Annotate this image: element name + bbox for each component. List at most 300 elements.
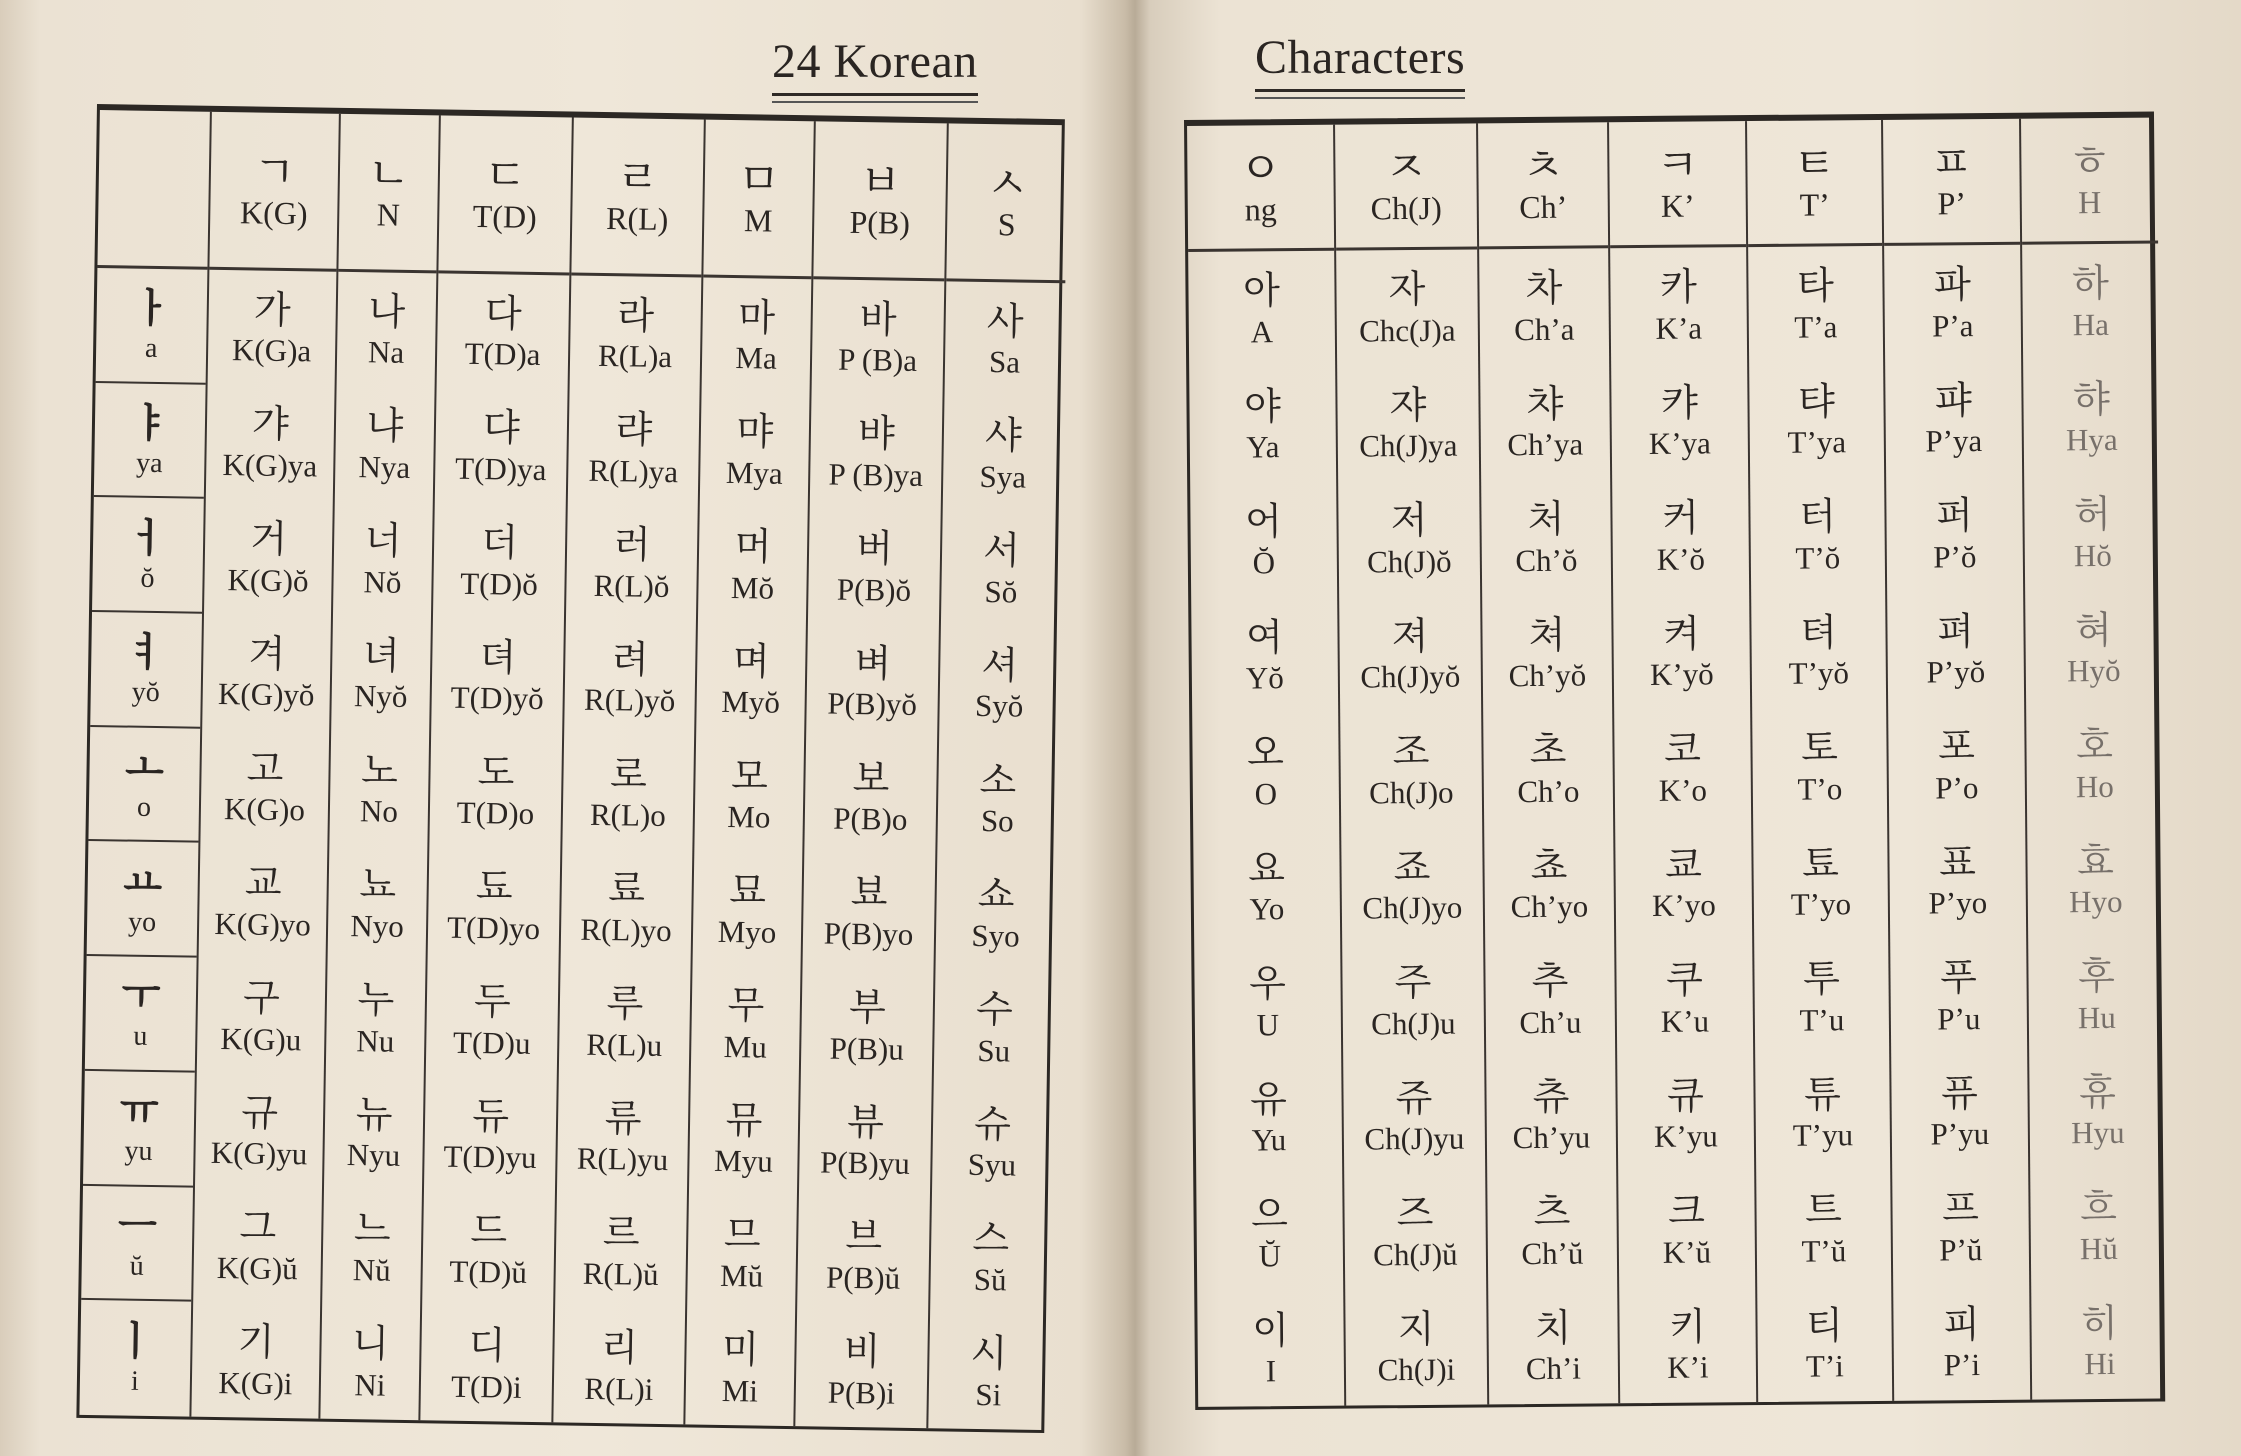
syllable: 사 xyxy=(986,298,1024,344)
syllable: 누 xyxy=(357,977,395,1022)
syllable: 며 xyxy=(732,638,771,684)
syllable: 피 xyxy=(1942,1301,1981,1347)
syllable-cell xyxy=(1195,1059,1342,1176)
consonant-jamo: ㅇ xyxy=(1238,142,1282,195)
romanization: R(L)ya xyxy=(588,452,679,490)
syllable: 툐 xyxy=(1801,840,1840,886)
syllable: 텨 xyxy=(1799,609,1838,655)
syllable-cell xyxy=(566,505,698,622)
syllable: 묘 xyxy=(729,868,767,913)
syllable-cell xyxy=(941,511,1062,628)
syllable-cell xyxy=(193,1187,322,1304)
vowel-roman: ŭ xyxy=(129,1250,144,1282)
romanization: T(D)i xyxy=(450,1368,522,1405)
syllable: 류 xyxy=(604,1095,642,1141)
syllable-cell xyxy=(1344,1173,1486,1290)
syllable-cell xyxy=(1197,1290,1344,1407)
consonant-column xyxy=(1881,119,2030,1401)
consonant-column xyxy=(1607,121,1756,1403)
vowel-jamo: ㅛ xyxy=(123,859,163,906)
romanization: Ch’a xyxy=(1514,311,1575,347)
consonant-jamo: ㅅ xyxy=(985,157,1030,210)
syllable: 초 xyxy=(1529,727,1567,773)
syllable: 펴 xyxy=(1936,608,1975,654)
vowel-jamo: ㅕ xyxy=(126,629,167,677)
syllable-cell xyxy=(1485,941,1615,1058)
romanization: Sa xyxy=(988,344,1021,380)
syllable: 챠 xyxy=(1526,381,1564,426)
romanization: K’yo xyxy=(1651,887,1716,924)
romanization: P’ya xyxy=(1925,423,1983,459)
vowel-label xyxy=(88,727,200,843)
romanization: K’u xyxy=(1660,1003,1710,1039)
syllable-cell xyxy=(1612,478,1749,595)
syllable-cell xyxy=(1892,1169,2029,1286)
romanization: K(G)o xyxy=(223,791,306,828)
header-empty-cell xyxy=(97,110,209,270)
syllable-cell xyxy=(1618,1171,1755,1288)
consonant-roman: K(G) xyxy=(239,194,308,232)
romanization: T’u xyxy=(1799,1001,1845,1038)
romanization: K’ŏ xyxy=(1656,541,1706,577)
syllable-cell xyxy=(553,1308,685,1425)
syllable-cell xyxy=(691,966,801,1082)
column-header xyxy=(1478,122,1608,249)
consonant-roman: P(B) xyxy=(849,203,911,241)
vowel-label xyxy=(90,612,202,728)
consonant-column xyxy=(1745,120,1892,1402)
syllable: 토 xyxy=(1800,725,1839,770)
syllable-cell xyxy=(559,964,691,1081)
romanization: T(D)yu xyxy=(443,1138,537,1176)
syllable-cell xyxy=(564,620,696,737)
syllable: 너 xyxy=(364,518,402,563)
column-header xyxy=(1747,120,1882,247)
syllable: 뉴 xyxy=(355,1091,393,1137)
syllable-cell xyxy=(702,278,812,394)
syllable-cell xyxy=(424,1076,557,1193)
romanization: K(G)u xyxy=(220,1020,302,1057)
syllable-cell xyxy=(1889,822,2026,939)
syllable-cell xyxy=(324,1075,424,1191)
syllable: 쵸 xyxy=(1530,843,1568,888)
romanization: Hu xyxy=(2077,999,2116,1035)
syllable-cell xyxy=(328,845,428,961)
vowel-column xyxy=(79,110,209,1417)
romanization: K(G)ŏ xyxy=(227,561,309,599)
syllable-cell xyxy=(1194,944,1341,1061)
syllable: 쿠 xyxy=(1665,957,1704,1002)
syllable-cell xyxy=(1487,1172,1617,1289)
romanization: Nyo xyxy=(350,907,405,944)
syllable: 디 xyxy=(468,1323,506,1368)
syllable-cell xyxy=(804,738,937,855)
syllable: 듀 xyxy=(471,1093,510,1139)
syllable-cell xyxy=(932,1084,1053,1201)
syllable: 뮤 xyxy=(725,1097,763,1143)
consonant-jamo: ㄷ xyxy=(483,149,528,202)
syllable: 자 xyxy=(1388,267,1426,312)
syllable-cell xyxy=(426,961,559,1078)
syllable-cell xyxy=(435,388,568,505)
syllable-cell xyxy=(197,958,326,1075)
syllable: 치 xyxy=(1534,1305,1572,1350)
romanization: Myo xyxy=(717,913,777,950)
romanization: Mi xyxy=(721,1372,759,1409)
vowel-jamo: ㅠ xyxy=(119,1088,159,1136)
syllable-cell xyxy=(208,270,337,387)
syllable: 러 xyxy=(613,522,651,567)
consonant-jamo: ㅂ xyxy=(858,155,903,208)
vowel-jamo: ㅓ xyxy=(128,515,168,562)
romanization: T’o xyxy=(1797,771,1843,807)
syllable: 터 xyxy=(1798,494,1837,539)
romanization: Ma xyxy=(735,340,778,377)
romanization: T’yŏ xyxy=(1788,655,1850,691)
page-title-right xyxy=(1255,30,1465,85)
vowel-roman: yu xyxy=(124,1135,153,1168)
syllable: 갸 xyxy=(251,401,290,447)
syllable-cell xyxy=(797,1197,930,1314)
syllable: 므 xyxy=(723,1212,762,1257)
syllable: 튜 xyxy=(1803,1071,1842,1117)
consonant-roman: Ch’ xyxy=(1519,188,1568,226)
romanization: Ch(J)ya xyxy=(1359,427,1458,464)
vowel-roman: i xyxy=(130,1365,140,1397)
romanization: I xyxy=(1265,1353,1277,1389)
syllable-cell xyxy=(335,386,435,502)
syllable: 유 xyxy=(1249,1076,1288,1122)
syllable: 라 xyxy=(617,292,655,338)
romanization: Hŏ xyxy=(2073,537,2112,573)
romanization: Ha xyxy=(2072,306,2110,342)
syllable-cell xyxy=(562,734,694,851)
syllable-cell xyxy=(1755,1054,1890,1171)
consonant-column xyxy=(2019,118,2168,1400)
syllable-cell xyxy=(431,617,564,734)
column-header xyxy=(338,114,438,274)
syllable-cell xyxy=(799,1082,932,1199)
syllable-cell xyxy=(812,279,945,396)
syllable: 드 xyxy=(470,1208,508,1253)
vowel-jamo: ㅏ xyxy=(132,285,172,333)
syllable: 츄 xyxy=(1532,1074,1570,1119)
syllable-cell xyxy=(936,855,1057,972)
syllable: 슈 xyxy=(973,1101,1012,1147)
syllable: 그 xyxy=(239,1204,277,1250)
consonant-roman: ng xyxy=(1244,191,1277,228)
syllable: 쳐 xyxy=(1528,612,1566,657)
consonant-roman: N xyxy=(376,196,401,233)
syllable: 부 xyxy=(848,984,887,1030)
romanization: Nŏ xyxy=(363,563,402,600)
romanization: Syu xyxy=(967,1147,1017,1183)
syllable-cell xyxy=(1336,249,1478,366)
syllable: 시 xyxy=(970,1330,1008,1376)
romanization: T’ŭ xyxy=(1801,1232,1847,1269)
syllable-cell xyxy=(1479,248,1609,365)
syllable: 교 xyxy=(244,860,282,906)
romanization: P’a xyxy=(1931,307,1974,344)
syllable-cell xyxy=(204,499,333,616)
syllable: 머 xyxy=(734,524,772,569)
syllable-cell xyxy=(945,281,1066,398)
syllable-cell xyxy=(689,1080,799,1196)
romanization: T(D)o xyxy=(456,794,535,832)
syllable-cell xyxy=(561,849,693,966)
romanization: T(D)u xyxy=(452,1024,531,1061)
syllable: 소 xyxy=(979,757,1017,803)
romanization: P’yo xyxy=(1928,885,1988,921)
syllable: 도 xyxy=(477,749,515,795)
syllable-cell xyxy=(1750,477,1885,594)
vowel-label xyxy=(85,956,197,1072)
romanization: Ch’ŏ xyxy=(1515,542,1578,578)
consonant-jamo: ㄱ xyxy=(252,146,297,198)
syllable: 바 xyxy=(859,296,897,342)
syllable: 녀 xyxy=(362,633,401,678)
romanization: R(L)o xyxy=(589,796,667,834)
vowel-label xyxy=(96,268,208,384)
romanization: K(G)yŏ xyxy=(217,676,315,713)
romanization: K’ya xyxy=(1648,425,1711,462)
romanization: K(G)ŭ xyxy=(216,1249,298,1287)
consonant-jamo: ㄹ xyxy=(616,151,660,204)
syllable-cell xyxy=(2028,936,2165,1053)
consonant-roman: S xyxy=(997,206,1016,243)
syllable-cell xyxy=(322,1189,422,1305)
romanization: Ni xyxy=(354,1366,386,1403)
column-header xyxy=(209,112,338,272)
syllable-cell xyxy=(206,384,335,501)
syllable-cell xyxy=(1754,939,1889,1056)
romanization: K(G)i xyxy=(218,1364,293,1401)
romanization: K’yŏ xyxy=(1649,656,1714,693)
syllable-cell xyxy=(810,394,943,511)
syllable-cell xyxy=(1753,823,1888,940)
romanization: Myŏ xyxy=(721,684,781,721)
consonant-column xyxy=(1333,123,1487,1405)
syllable: 코 xyxy=(1663,726,1702,771)
consonant-column xyxy=(1476,122,1618,1404)
syllable-cell xyxy=(806,623,939,740)
syllable: 느 xyxy=(353,1206,392,1252)
syllable: 쟈 xyxy=(1389,382,1427,427)
romanization: P(B)yŏ xyxy=(827,685,918,723)
syllable: 으 xyxy=(1251,1192,1289,1237)
romanization: P (B)ya xyxy=(828,456,924,494)
syllable-cell xyxy=(2024,474,2161,591)
syllable: 아 xyxy=(1242,268,1281,313)
syllable: 추 xyxy=(1531,958,1569,1004)
consonant-roman: K’ xyxy=(1660,187,1695,224)
syllable-cell xyxy=(1193,828,1340,945)
syllable: 규 xyxy=(240,1090,279,1135)
syllable: 셔 xyxy=(981,642,1019,688)
romanization: Su xyxy=(977,1032,1011,1068)
romanization: R(L)i xyxy=(584,1370,654,1407)
romanization: Nu xyxy=(356,1022,395,1059)
syllable: 이 xyxy=(1252,1307,1290,1353)
syllable-cell xyxy=(1341,827,1483,944)
syllable-cell xyxy=(1748,246,1883,363)
syllable-cell xyxy=(696,622,806,738)
romanization: Nya xyxy=(358,449,411,485)
romanization: Ch’yo xyxy=(1510,888,1589,925)
vowel-label xyxy=(79,1300,191,1414)
syllable-cell xyxy=(1893,1284,2030,1401)
syllable: 거 xyxy=(249,516,288,562)
syllable-cell xyxy=(934,969,1055,1086)
syllable-cell xyxy=(693,851,803,967)
syllable-cell xyxy=(1891,1053,2028,1170)
romanization: P’i xyxy=(1943,1347,1981,1383)
syllable: 더 xyxy=(480,520,519,565)
romanization: Mŭ xyxy=(719,1257,764,1294)
consonant-jamo: ㅌ xyxy=(1792,138,1836,190)
syllable: 켜 xyxy=(1662,611,1701,656)
romanization: Ch(J)yo xyxy=(1362,889,1463,926)
syllable-cell xyxy=(1480,364,1610,481)
syllable-cell xyxy=(700,392,810,508)
syllable: 로 xyxy=(609,751,648,797)
syllable: 냐 xyxy=(366,403,404,449)
romanization: P(B)yu xyxy=(819,1144,911,1182)
romanization: Hya xyxy=(2065,422,2118,458)
syllable-cell xyxy=(1886,476,2023,593)
syllable-cell xyxy=(1884,245,2021,362)
romanization: Ch(J)o xyxy=(1369,774,1454,811)
vowel-roman: ya xyxy=(135,447,163,480)
syllable: 마 xyxy=(738,294,776,340)
vowel-label xyxy=(87,841,199,957)
consonant-table-right xyxy=(1184,112,2165,1410)
syllable: 주 xyxy=(1394,959,1432,1005)
romanization: Ch(J)yu xyxy=(1364,1120,1465,1157)
romanization: T(D)a xyxy=(464,336,541,373)
romanization: T(D)ŏ xyxy=(459,565,539,602)
romanization: T’i xyxy=(1805,1348,1844,1384)
syllable-cell xyxy=(199,843,328,960)
syllable: 됴 xyxy=(475,864,513,909)
romanization: P(B)ŏ xyxy=(836,571,912,608)
romanization: P (B)a xyxy=(837,341,918,379)
syllable-cell xyxy=(1610,247,1747,364)
syllable-cell xyxy=(2022,244,2159,361)
syllable: 처 xyxy=(1527,496,1565,542)
romanization: P(B)ŭ xyxy=(825,1259,901,1296)
syllable: 다 xyxy=(484,290,522,336)
column-header xyxy=(2021,118,2158,245)
romanization: Yu xyxy=(1251,1122,1287,1158)
romanization: Ch’yu xyxy=(1512,1119,1591,1156)
syllable-cell xyxy=(694,736,804,852)
vowel-label xyxy=(94,383,206,499)
column-header xyxy=(813,121,946,281)
syllable: 비 xyxy=(843,1328,881,1374)
syllable-cell xyxy=(1616,940,1753,1057)
romanization: P(B)u xyxy=(829,1030,905,1067)
romanization: Hyu xyxy=(2071,1115,2125,1151)
syllable-cell xyxy=(337,272,437,388)
syllable: 먀 xyxy=(736,409,774,455)
romanization: Ŏ xyxy=(1252,544,1276,581)
title-text: 24 Korean xyxy=(772,35,978,88)
romanization: Nŭ xyxy=(352,1252,391,1288)
romanization: Yo xyxy=(1249,891,1285,927)
syllable-cell xyxy=(557,1078,689,1195)
vowel-label xyxy=(83,1071,195,1187)
syllable-cell xyxy=(329,731,429,847)
syllable-cell xyxy=(1890,938,2027,1055)
romanization: Chc(J)a xyxy=(1358,312,1456,349)
vowel-jamo: ㅑ xyxy=(130,400,170,448)
syllable: 뇨 xyxy=(359,862,397,908)
syllable-cell xyxy=(1488,1288,1618,1405)
romanization: Ch(J)ŏ xyxy=(1367,543,1452,580)
syllable-cell xyxy=(1486,1057,1616,1174)
syllable-cell xyxy=(687,1195,797,1311)
romanization: P’ŏ xyxy=(1933,538,1977,575)
syllable: 즈 xyxy=(1396,1190,1434,1236)
syllable: 조 xyxy=(1392,729,1430,774)
syllable-cell xyxy=(331,616,431,732)
syllable-cell xyxy=(1191,597,1338,714)
syllable-cell xyxy=(2026,705,2163,822)
syllable: 무 xyxy=(727,982,765,1028)
romanization: T(D)ŭ xyxy=(449,1253,528,1290)
romanization: Ŭ xyxy=(1258,1237,1282,1274)
romanization: T(D)yŏ xyxy=(450,680,544,717)
romanization: Ch(J)i xyxy=(1377,1351,1456,1388)
romanization: R(L)yu xyxy=(576,1140,669,1178)
syllable-cell xyxy=(202,614,331,731)
consonant-column xyxy=(683,120,813,1427)
syllable-cell xyxy=(200,729,329,846)
column-header xyxy=(1187,125,1334,252)
syllable: 커 xyxy=(1661,495,1700,540)
romanization: T’yu xyxy=(1792,1117,1854,1153)
syllable: 카 xyxy=(1659,264,1698,309)
consonant-roman: P’ xyxy=(1937,185,1967,222)
romanization: Ch’o xyxy=(1517,773,1580,809)
syllable: 뵤 xyxy=(850,870,888,915)
vowel-label xyxy=(81,1186,193,1302)
page-title-left xyxy=(772,34,978,89)
column-header xyxy=(1335,123,1477,250)
column-header xyxy=(946,123,1067,283)
romanization: T’ya xyxy=(1787,424,1847,460)
syllable: 파 xyxy=(1933,262,1972,307)
romanization: Syŏ xyxy=(974,688,1024,725)
romanization: P’yu xyxy=(1930,1116,1990,1152)
consonant-jamo: ㅊ xyxy=(1521,140,1565,192)
romanization: Sŏ xyxy=(984,573,1018,610)
romanization: R(L)yo xyxy=(580,911,672,948)
romanization: Sŭ xyxy=(973,1261,1007,1298)
syllable: 표 xyxy=(1938,839,1977,885)
syllable-cell xyxy=(2029,1052,2166,1169)
syllable-cell xyxy=(1481,479,1611,596)
syllable: 혀 xyxy=(2074,607,2113,652)
syllable: 트 xyxy=(1804,1187,1843,1232)
syllable: 포 xyxy=(1937,724,1976,769)
syllable-cell xyxy=(570,275,702,392)
romanization: T(D)ya xyxy=(454,450,547,488)
syllable-cell xyxy=(555,1193,687,1310)
romanization: Syo xyxy=(971,917,1020,954)
consonant-roman: M xyxy=(743,202,773,239)
